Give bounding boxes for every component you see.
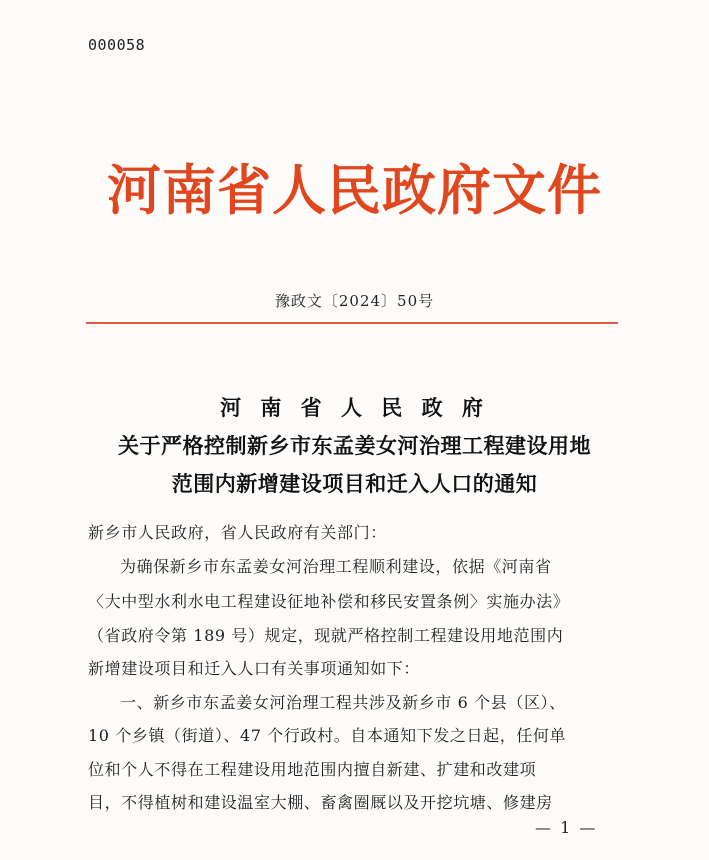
body-line: 〈大中型水利水电工程建设征地补偿和移民安置条例〉实施办法》 [88, 592, 570, 611]
page-number: — 1 — [535, 818, 598, 837]
body-line: 新增建设项目和迁入人口有关事项通知如下： [88, 659, 421, 678]
red-separator-line [86, 322, 618, 324]
title-line-3: 范围内新增建设项目和迁入人口的通知 [171, 471, 538, 496]
body-line: 目，不得植树和建设温室大棚、畜禽圈厩以及开挖坑塘、修建房 [88, 793, 553, 812]
document-serial-number: 000058 [88, 36, 146, 54]
title-line-2: 关于严格控制新乡市东孟姜女河治理工程建设用地 [118, 433, 591, 458]
file-number: 豫政文〔2024〕50号 [274, 292, 435, 310]
addressee: 新乡市人民政府，省人民政府有关部门： [88, 523, 387, 542]
document-masthead: 河南省人民政府文件 [107, 159, 602, 222]
body-line: 位和个人不得在工程建设用地范围内擅自新建、扩建和改建项 [88, 760, 537, 779]
body-line: 10 个乡镇（街道）、47 个行政村。自本通知下发之日起，任何单 [88, 726, 567, 745]
body-line: （省政府令第 189 号）规定，现就严格控制工程建设用地范围内 [88, 626, 564, 645]
title-issuer: 河 南 省 人 民 政 府 [220, 395, 489, 420]
body-line: 为确保新乡市东孟姜女河治理工程顺利建设，依据《河南省 [120, 557, 552, 576]
body-line: 一、新乡市东孟姜女河治理工程共涉及新乡市 6 个县（区）、 [120, 693, 566, 712]
